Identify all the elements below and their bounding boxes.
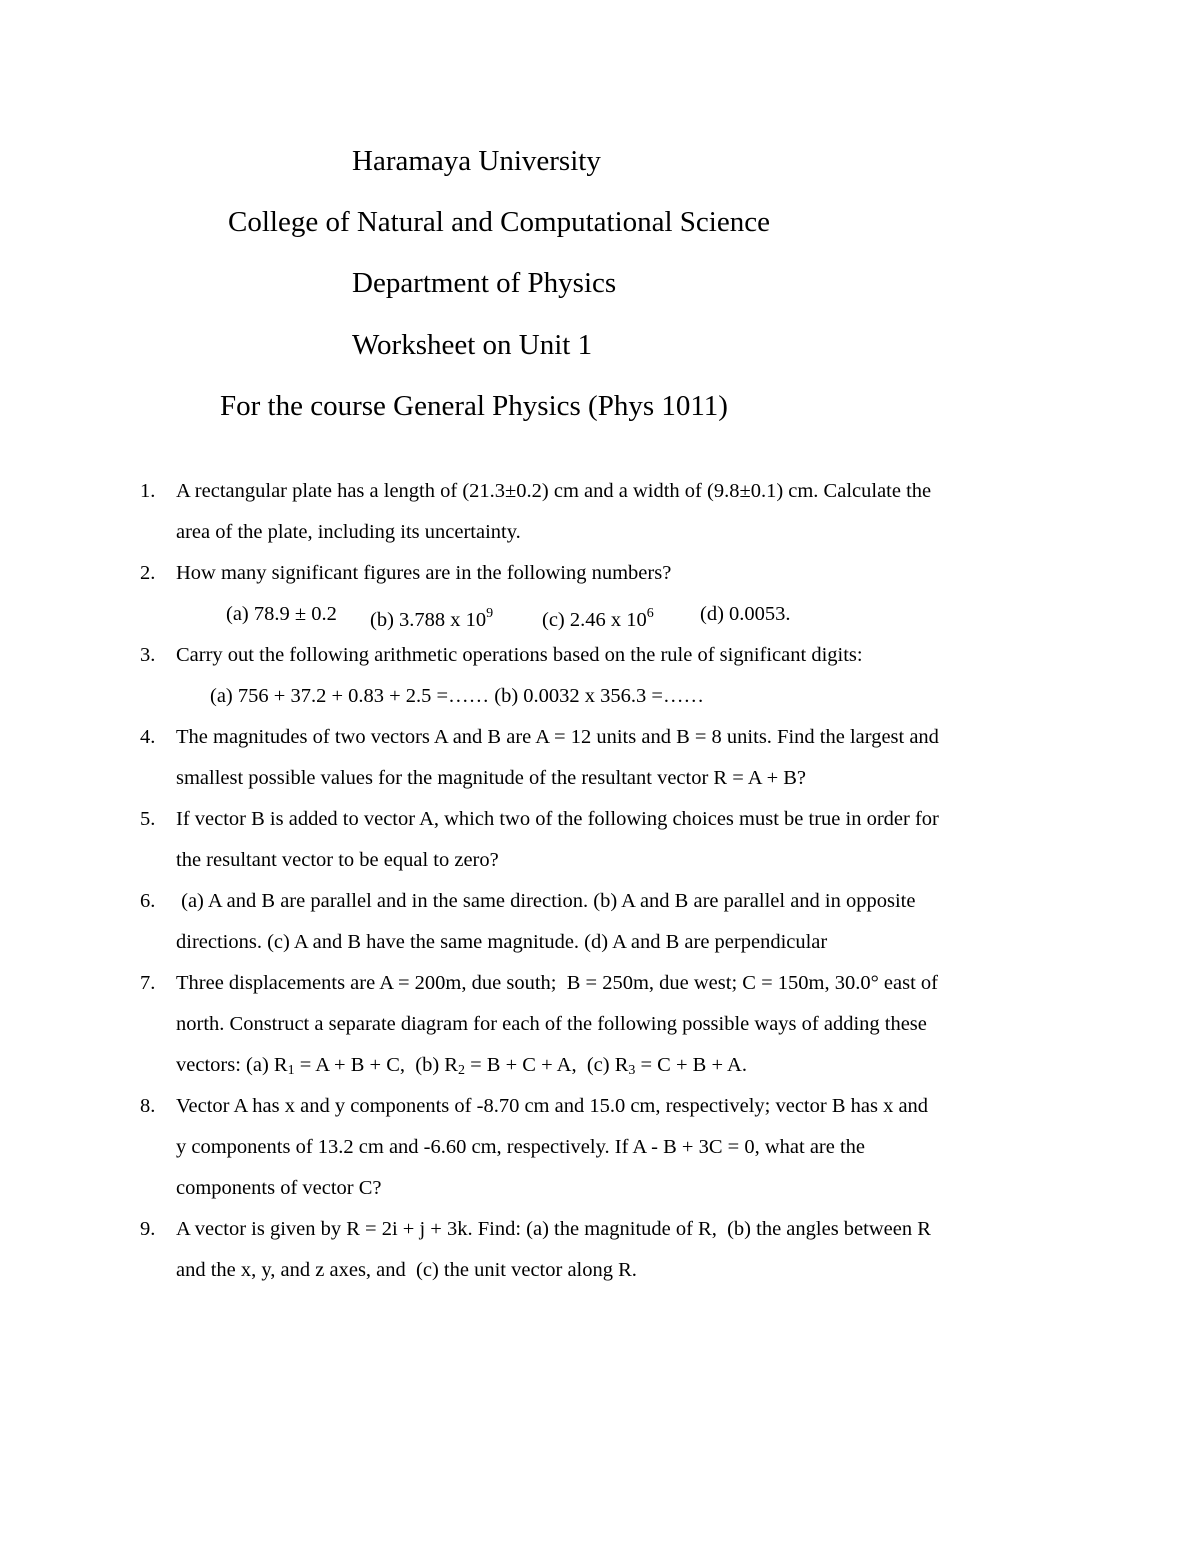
question-number: 9.	[140, 1218, 156, 1240]
question-text: How many significant figures are in the following numbers?	[176, 562, 672, 584]
question-text: directions. (c) A and B have the same magnitude. (d) A and B are perpendicular	[176, 931, 828, 953]
vector-sum-text: = C + B + A.	[635, 1054, 747, 1076]
question-text: (a) 756 + 37.2 + 0.83 + 2.5 =…… (b) 0.0032 x 356.3 =……	[210, 685, 704, 707]
course-title: For the course General Physics (Phys 1011)	[220, 390, 728, 422]
question-text: A rectangular plate has a length of (21.3±0.2) cm and a width of (9.8±0.1) cm. Calculate the	[176, 480, 932, 502]
question-text: If vector B is added to vector A, which two of the following choices must be true in order for	[176, 808, 939, 830]
option-b-base: 10	[465, 609, 487, 631]
option-b-text: (b) 3.788 x	[370, 609, 466, 631]
question-text: area of the plate, including its uncertainty.	[176, 521, 521, 543]
option-c-exponent: 6	[646, 606, 654, 621]
question-text: Vector A has x and y components of -8.70 cm and 15.0 cm, respectively; vector B has x and	[176, 1095, 929, 1117]
subscript: 2	[457, 1063, 465, 1078]
question-number: 4.	[140, 726, 156, 748]
question-number: 1.	[140, 480, 156, 502]
vector-sum-text: = A + B + C, (b) R	[294, 1054, 458, 1076]
question-text: y components of 13.2 cm and -6.60 cm, respectively. If A - B + 3C = 0, what are the	[176, 1136, 866, 1158]
vector-sum-text: vectors: (a) R	[176, 1054, 288, 1076]
worksheet-title: Worksheet on Unit 1	[352, 329, 593, 361]
question-text: the resultant vector to be equal to zero?	[176, 849, 499, 871]
option-c	[542, 599, 654, 635]
question-text: smallest possible values for the magnitude of the resultant vector R = A + B?	[176, 767, 807, 789]
option-c-text: (c) 2.46 x	[542, 609, 627, 631]
option-b-exponent: 9	[486, 606, 494, 621]
option-d: (d) 0.0053.	[700, 603, 791, 625]
question-text: Three displacements are A = 200m, due south; B = 250m, due west; C = 150m, 30.0° east of	[176, 972, 938, 994]
subscript: 3	[628, 1063, 636, 1078]
option-c-base: 10	[626, 609, 647, 631]
question-text: Carry out the following arithmetic operations based on the rule of significant digits:	[176, 644, 863, 666]
vector-sum-text: = B + C + A, (c) R	[464, 1054, 629, 1076]
question-text: north. Construct a separate diagram for each of the following possible ways of adding these	[176, 1013, 927, 1035]
question-text: (a) A and B are parallel and in the same direction. (b) A and B are parallel and in opposite	[176, 890, 916, 912]
question-text	[176, 1050, 747, 1086]
question-text: and the x, y, and z axes, and (c) the unit vector along R.	[176, 1259, 637, 1281]
question-text: A vector is given by R = 2i + j + 3k. Find: (a) the magnitude of R, (b) the angles between R	[176, 1218, 931, 1240]
question-text: The magnitudes of two vectors A and B are A = 12 units and B = 8 units. Find the largest and	[176, 726, 939, 748]
option-b	[370, 599, 493, 635]
question-number: 3.	[140, 644, 156, 666]
question-text: components of vector C?	[176, 1177, 382, 1199]
subscript: 1	[287, 1063, 295, 1078]
option-a: (a) 78.9 ± 0.2	[226, 603, 337, 625]
department-title: Department of Physics	[352, 267, 617, 299]
college-title: College of Natural and Computational Science	[228, 206, 770, 238]
question-number: 6.	[140, 890, 156, 912]
question-number: 8.	[140, 1095, 156, 1117]
university-title: Haramaya University	[352, 145, 601, 177]
question-number: 5.	[140, 808, 156, 830]
question-number: 2.	[140, 562, 156, 584]
question-number: 7.	[140, 972, 156, 994]
